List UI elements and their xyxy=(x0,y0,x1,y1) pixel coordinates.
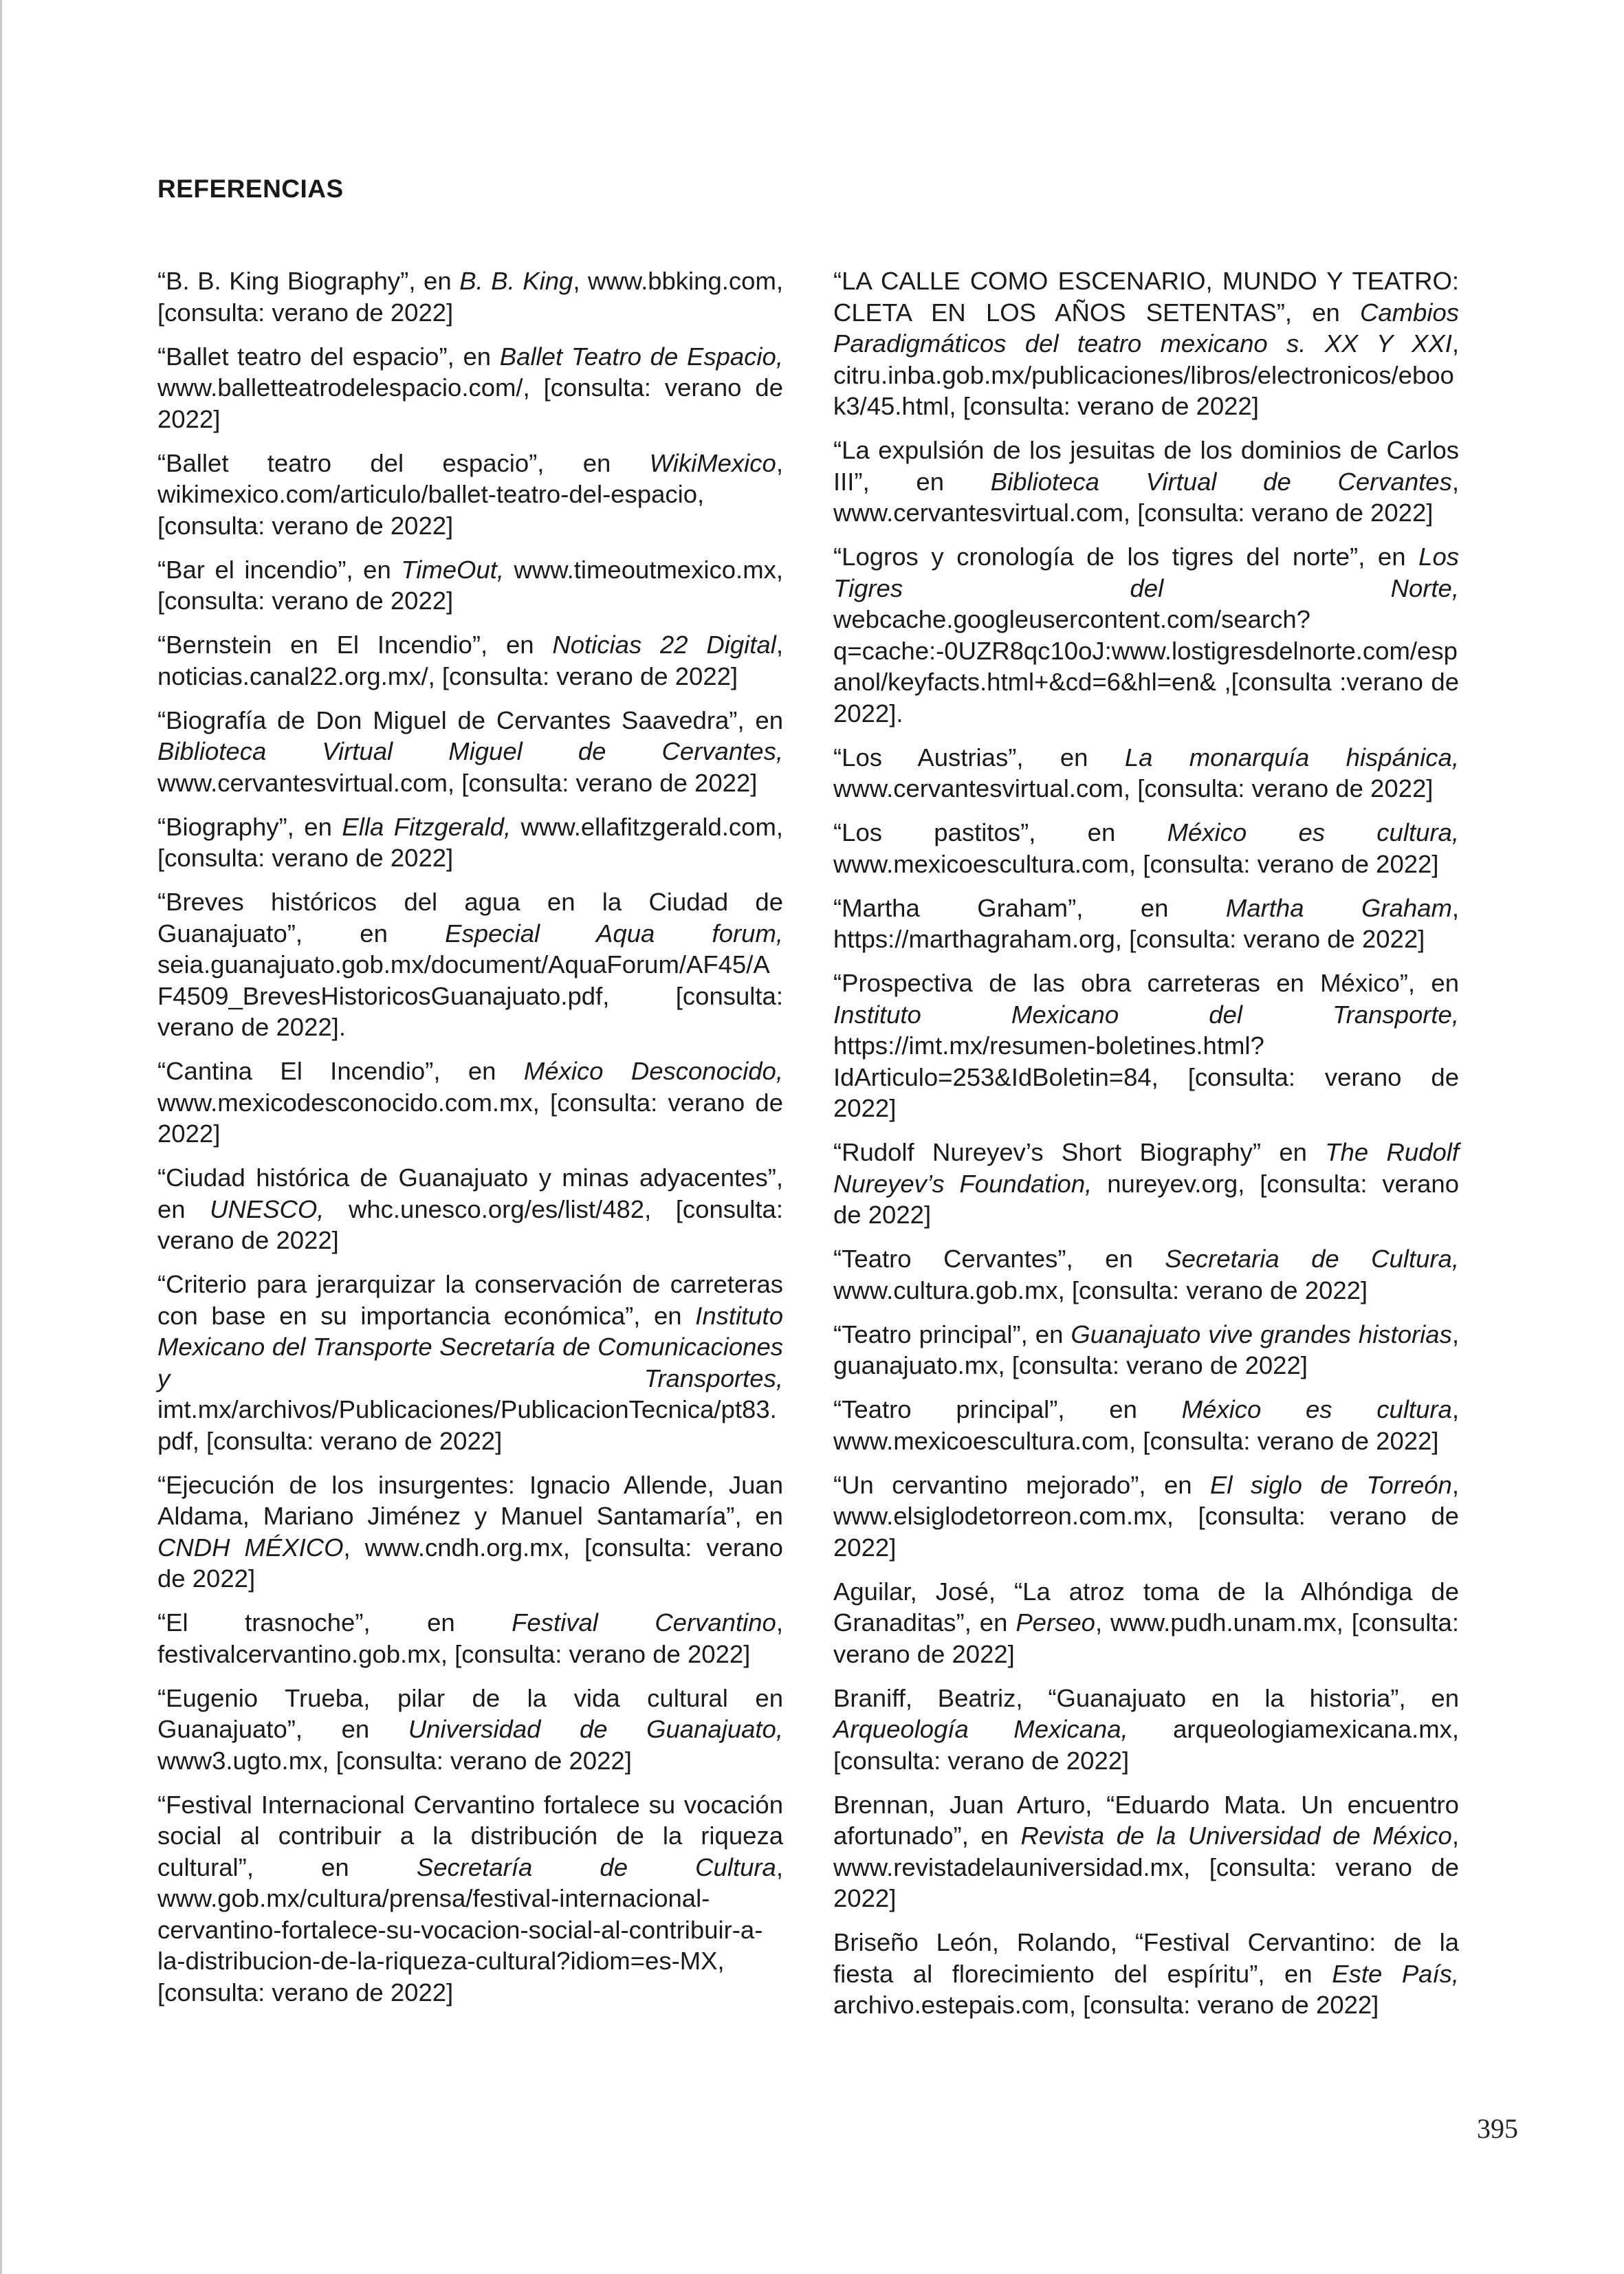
reference-text: Braniff, Beatriz, “Guanajuato en la historia”, en xyxy=(833,1683,1459,1712)
reference-details: , wikimexico.com/articulo/ballet-teatro-del-espacio, [consulta: verano de 2022] xyxy=(157,448,783,540)
reference-entry xyxy=(833,893,1459,955)
reference-details: seia.guanajuato.gob.mx/document/AquaForum/AF45/AF4509_BrevesHistoricosGuanajuato.pdf, [consulta: verano de 2022]. xyxy=(157,950,783,1041)
reference-entry xyxy=(833,265,1459,422)
reference-source-title: El siglo de Torreón xyxy=(1209,1470,1452,1499)
reference-details: www.cultura.gob.mx, [consulta: verano de 2022] xyxy=(833,1276,1368,1304)
reference-source-title: Biblioteca Virtual de Cervantes xyxy=(990,467,1452,496)
reference-text: “Prospectiva de las obra carreteras en México”, en xyxy=(833,969,1459,997)
reference-text: “Breves históricos del agua en la Ciudad de Guanajuato”, en xyxy=(157,888,783,948)
reference-source-title: Especial Aqua forum, xyxy=(445,919,783,948)
reference-source-title: Instituto Mexicano del Transporte Secretaría de Comunicaciones y Transportes, xyxy=(157,1301,783,1392)
reference-source-title: Cambios Paradigmáticos del teatro mexicano s. XX Y XXI xyxy=(833,298,1459,358)
reference-source-title: TimeOut, xyxy=(401,555,505,584)
reference-source-title: Festival Cervantino xyxy=(512,1608,776,1637)
reference-text: “La expulsión de los jesuitas de los dominios de Carlos III”, en xyxy=(833,436,1459,496)
reference-source-title: Los Tigres del Norte, xyxy=(833,543,1459,602)
reference-details: , www.pudh.unam.mx, [consulta: verano de 2022] xyxy=(833,1608,1459,1668)
reference-text: “Teatro Cervantes”, en xyxy=(833,1245,1165,1273)
reference-entry xyxy=(833,1576,1459,1670)
reference-source-title: Revista de la Universidad de México xyxy=(1020,1822,1452,1850)
reference-details: , https://marthagraham.org, [consulta: verano de 2022] xyxy=(833,893,1459,953)
reference-entry xyxy=(157,1607,783,1670)
reference-text: “Ciudad histórica de Guanajuato y minas adyacentes”, en xyxy=(157,1163,783,1223)
reference-text: “Los Austrias”, en xyxy=(833,743,1125,772)
reference-details: www.balletteatrodelespacio.com/, [consulta: verano de 2022] xyxy=(157,373,783,433)
reference-details: imt.mx/archivos/Publicaciones/PublicacionTecnica/pt83.pdf, [consulta: verano de 2022] xyxy=(157,1395,777,1455)
reference-details: , citru.inba.gob.mx/publicaciones/libros/electronicos/ebook3/45.html, [consulta: verano de 2022] xyxy=(833,329,1459,420)
reference-source-title: México es cultura, xyxy=(1167,818,1459,846)
reference-text: “Cantina El Incendio”, en xyxy=(157,1057,524,1085)
reference-details: , noticias.canal22.org.mx/, [consulta: verano de 2022] xyxy=(157,631,783,690)
reference-text: “B. B. King Biography”, en xyxy=(157,267,460,295)
reference-entry xyxy=(833,1789,1459,1914)
reference-source-title: Ballet Teatro de Espacio, xyxy=(499,342,783,371)
reference-source-title: Secretaría de Cultura xyxy=(416,1852,776,1881)
reference-source-title: Martha Graham xyxy=(1225,893,1452,922)
reference-text: “Ballet teatro del espacio”, en xyxy=(157,448,650,477)
reference-details: nureyev.org, [consulta: verano de 2022] xyxy=(833,1169,1459,1229)
reference-details: , www.cervantesvirtual.com, [consulta: verano de 2022] xyxy=(833,467,1459,527)
reference-text: Brennan, Juan Arturo, “Eduardo Mata. Un encuentro afortunado”, en xyxy=(833,1790,1459,1850)
reference-entry xyxy=(833,967,1459,1124)
reference-text: “Logros y cronología de los tigres del norte”, en xyxy=(833,543,1419,571)
reference-text: “Biografía de Don Miguel de Cervantes Saavedra”, en xyxy=(157,706,783,734)
reference-details: arqueologiamexicana.mx, [consulta: verano de 2022] xyxy=(833,1715,1459,1775)
reference-text: “Ejecución de los insurgentes: Ignacio Allende, Juan Aldama, Mariano Jiménez y Manuel Santamaría”, en xyxy=(157,1470,783,1530)
reference-entry xyxy=(833,1137,1459,1231)
reference-text: “Bernstein en El Incendio”, en xyxy=(157,631,553,659)
reference-details: , www.mexicoescultura.com, [consulta: verano de 2022] xyxy=(833,1395,1459,1455)
reference-source-title: Este País, xyxy=(1332,1959,1459,1988)
reference-text: “Los pastitos”, en xyxy=(833,818,1167,846)
reference-details: https://imt.mx/resumen-boletines.html?IdArticulo=253&IdBoletin=84, [consulta: verano de 2022] xyxy=(833,1031,1459,1122)
reference-entry xyxy=(157,341,783,435)
reference-source-title: Ella Fitzgerald, xyxy=(342,812,512,841)
reference-entry xyxy=(157,265,783,328)
reference-source-title: Universidad de Guanajuato, xyxy=(408,1715,783,1743)
reference-entry xyxy=(833,1394,1459,1456)
reference-source-title: México Desconocido, xyxy=(523,1057,783,1085)
reference-source-title: B. B. King xyxy=(459,267,573,295)
reference-entry xyxy=(157,1789,783,2009)
reference-source-title: Instituto Mexicano del Transporte, xyxy=(833,1000,1459,1029)
reference-entry xyxy=(833,435,1459,529)
reference-source-title: CNDH MÉXICO xyxy=(157,1533,344,1562)
reference-details: , festivalcervantino.gob.mx, [consulta: verano de 2022] xyxy=(157,1608,783,1668)
reference-entry xyxy=(833,541,1459,729)
reference-entry xyxy=(157,1683,783,1777)
reference-source-title: WikiMexico xyxy=(649,448,776,477)
reference-source-title: Perseo xyxy=(1016,1608,1095,1637)
reference-text: “Teatro principal”, en xyxy=(833,1395,1182,1423)
reference-entry xyxy=(157,1269,783,1456)
reference-details: , guanajuato.mx, [consulta: verano de 2022] xyxy=(833,1320,1459,1379)
reference-details: whc.unesco.org/es/list/482, [consulta: verano de 2022] xyxy=(157,1194,783,1254)
reference-text: “Ballet teatro del espacio”, en xyxy=(157,342,500,371)
reference-source-title: Guanajuato vive grandes historias xyxy=(1071,1320,1452,1348)
reference-source-title: Arqueología Mexicana, xyxy=(833,1715,1128,1743)
page-edge-divider xyxy=(0,0,2,2274)
reference-details: www3.ugto.mx, [consulta: verano de 2022] xyxy=(157,1746,632,1775)
reference-text: “LA CALLE COMO ESCENARIO, MUNDO Y TEATRO: CLETA EN LOS AÑOS SETENTAS”, en xyxy=(833,267,1459,327)
reference-text: “Eugenio Trueba, pilar de la vida cultural en Guanajuato”, en xyxy=(157,1683,783,1743)
reference-details: , www.elsiglodetorreon.com.mx, [consulta: verano de 2022] xyxy=(833,1470,1459,1562)
reference-entry xyxy=(833,1243,1459,1306)
reference-entry xyxy=(157,629,783,692)
reference-details: www.ellafitzgerald.com, [consulta: verano de 2022] xyxy=(157,812,783,872)
reference-text: “Bar el incendio”, en xyxy=(157,555,402,584)
reference-entry xyxy=(157,886,783,1043)
reference-entry xyxy=(157,811,783,874)
reference-details: webcache.googleusercontent.com/search?q=cache:-0UZR8qc10oJ:www.lostigresdelnorte.com/espanol/keyfacts.html+&cd=6&hl=en& ,[consulta :verano de 2022]. xyxy=(833,605,1459,728)
reference-source-title: UNESCO, xyxy=(210,1194,325,1223)
reference-details: www.mexicodesconocido.com.mx, [consulta: verano de 2022] xyxy=(157,1088,783,1148)
reference-text: “Martha Graham”, en xyxy=(833,893,1226,922)
reference-entry xyxy=(833,817,1459,879)
reference-text: “Teatro principal”, en xyxy=(833,1320,1071,1348)
reference-entry xyxy=(833,1683,1459,1777)
reference-details: , www.revistadelauniversidad.mx, [consulta: verano de 2022] xyxy=(833,1822,1459,1912)
reference-entry xyxy=(833,1927,1459,2021)
reference-text: “Criterio para jerarquizar la conservación de carreteras con base en su importancia económica”, en xyxy=(157,1270,783,1330)
reference-source-title: Secretaria de Cultura, xyxy=(1165,1245,1459,1273)
reference-entry xyxy=(157,554,783,617)
reference-source-title: Biblioteca Virtual Miguel de Cervantes, xyxy=(157,737,783,765)
reference-details: , www.bbking.com, [consulta: verano de 2022] xyxy=(157,267,784,327)
reference-entry xyxy=(833,742,1459,805)
reference-details: www.mexicoescultura.com, [consulta: verano de 2022] xyxy=(833,849,1439,878)
reference-text: “El trasnoche”, en xyxy=(157,1608,512,1637)
reference-text: “Rudolf Nureyev’s Short Biography” en xyxy=(833,1138,1326,1166)
reference-text: “Festival Internacional Cervantino fortalece su vocación social al contribuir a la distribución de la riqueza cultural”, en xyxy=(157,1790,783,1881)
reference-entry xyxy=(157,448,783,542)
reference-source-title: México es cultura xyxy=(1181,1395,1452,1423)
reference-text: Briseño León, Rolando, “Festival Cervantino: de la fiesta al florecimiento del espíritu”, en xyxy=(833,1928,1459,1988)
reference-entry xyxy=(157,1469,783,1595)
reference-details: www.cervantesvirtual.com, [consulta: verano de 2022] xyxy=(157,768,758,797)
reference-text: Aguilar, José, “La atroz toma de la Alhóndiga de Granaditas”, en xyxy=(833,1577,1459,1637)
reference-entry xyxy=(157,1162,783,1256)
reference-details: archivo.estepais.com, [consulta: verano de 2022] xyxy=(833,1991,1379,2019)
reference-details: , www.cndh.org.mx, [consulta: verano de 2022] xyxy=(157,1533,783,1593)
section-heading: REFERENCIAS xyxy=(157,175,344,203)
reference-text: “Un cervantino mejorado”, en xyxy=(833,1470,1210,1499)
reference-entry xyxy=(157,1056,783,1150)
references-right-column xyxy=(833,265,1459,2033)
page-number: 395 xyxy=(1477,2113,1518,2144)
reference-details: www.cervantesvirtual.com, [consulta: verano de 2022] xyxy=(833,774,1434,802)
reference-entry xyxy=(833,1319,1459,1381)
reference-text: “Biography”, en xyxy=(157,812,342,841)
reference-details: , www.gob.mx/cultura/prensa/festival-internacional-cervantino-fortalece-su-vocacion-social-al-contribuir-a-la-distribucion-de-la-riqueza-cultural?idiom=es-MX, [consulta: verano de 2022] xyxy=(157,1852,783,2007)
reference-details: www.timeoutmexico.mx, [consulta: verano de 2022] xyxy=(157,555,783,615)
reference-entry xyxy=(157,705,783,799)
reference-entry xyxy=(833,1469,1459,1564)
reference-source-title: The Rudolf Nureyev’s Foundation, xyxy=(833,1138,1459,1198)
reference-source-title: La monarquía hispánica, xyxy=(1124,743,1459,772)
reference-source-title: Noticias 22 Digital xyxy=(552,631,776,659)
references-left-column xyxy=(157,265,783,2021)
